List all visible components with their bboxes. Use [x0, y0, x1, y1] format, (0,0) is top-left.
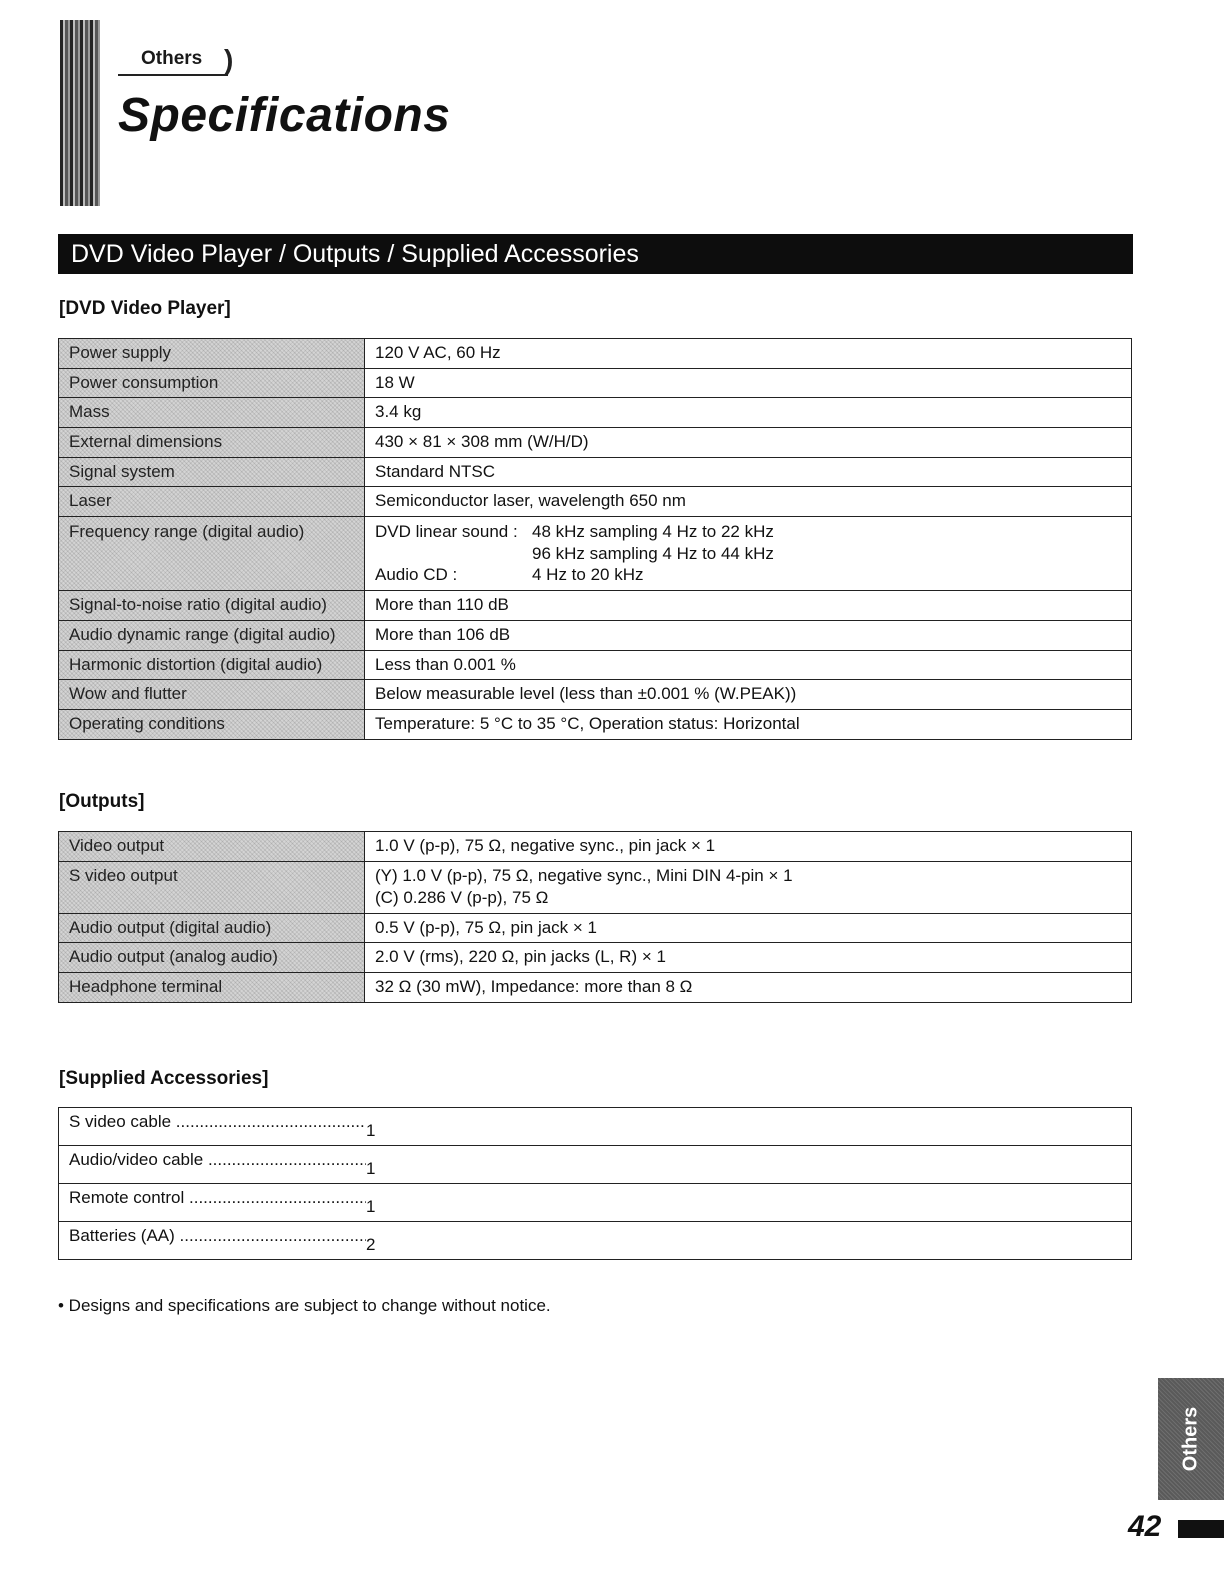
- section-bracket-icon: ): [224, 44, 234, 75]
- spec-value: 120 V AC, 60 Hz: [365, 339, 1132, 369]
- accessory-name: Remote control .....: [69, 1184, 366, 1212]
- section-underline: [118, 74, 228, 76]
- dvd-linear-label: DVD linear sound :: [375, 522, 518, 542]
- spec-row-frequency: [59, 517, 1132, 591]
- spec-label: Audio dynamic range (digital audio): [59, 620, 365, 650]
- spec-label: Signal-to-noise ratio (digital audio): [59, 591, 365, 621]
- spec-value: 2.0 V (rms), 220 Ω, pin jacks (L, R) × 1: [365, 943, 1132, 973]
- spec-label: Headphone terminal: [59, 973, 365, 1003]
- spec-label: Signal system: [59, 457, 365, 487]
- spec-row: [59, 339, 1132, 369]
- dvd-linear-48k: 48 kHz sampling 4 Hz to 22 kHz: [532, 522, 774, 542]
- dvd-player-heading: [DVD Video Player]: [59, 298, 231, 319]
- svideo-line-c: (C) 0.286 V (p-p), 75 Ω: [375, 887, 549, 907]
- spec-label: Power supply: [59, 339, 365, 369]
- accessory-qty: 1: [366, 1197, 376, 1216]
- spec-row: [59, 973, 1132, 1003]
- dvd-linear-96k: 96 kHz sampling 4 Hz to 44 kHz: [532, 543, 774, 563]
- page-number-bar: [1178, 1520, 1224, 1538]
- spec-value: More than 110 dB: [365, 591, 1132, 621]
- spec-row: [59, 591, 1132, 621]
- accessory-name: Batteries (AA) .....: [69, 1222, 366, 1250]
- spec-value: More than 106 dB: [365, 620, 1132, 650]
- spec-row: [59, 457, 1132, 487]
- side-tab-label: Others: [1179, 1406, 1202, 1472]
- accessory-cell: [59, 1146, 1132, 1184]
- outputs-spec-table: [58, 831, 1132, 1003]
- accessory-name: S video cable .....: [69, 1108, 366, 1136]
- spec-value: Below measurable level (less than ±0.001 % (W.PEAK)): [365, 680, 1132, 710]
- accessories-heading: [Supplied Accessories]: [59, 1068, 269, 1089]
- spec-row: [59, 680, 1132, 710]
- accessory-row: [59, 1108, 1132, 1146]
- accessory-row: [59, 1146, 1132, 1184]
- spec-label: Audio output (digital audio): [59, 913, 365, 943]
- spec-label: Frequency range (digital audio): [59, 517, 365, 591]
- spec-label: Laser: [59, 487, 365, 517]
- accessory-qty: 1: [366, 1159, 376, 1178]
- outputs-heading: [Outputs]: [59, 791, 145, 812]
- spec-label: Power consumption: [59, 368, 365, 398]
- spec-label: Video output: [59, 832, 365, 862]
- spec-row: [59, 832, 1132, 862]
- svideo-line-y: (Y) 1.0 V (p-p), 75 Ω, negative sync., Mini DIN 4-pin × 1: [375, 865, 793, 885]
- spec-value: 18 W: [365, 368, 1132, 398]
- spec-label: Mass: [59, 398, 365, 428]
- spec-value: Standard NTSC: [365, 457, 1132, 487]
- page-title: Specifications: [118, 89, 451, 142]
- spec-row: [59, 487, 1132, 517]
- section-banner: DVD Video Player / Outputs / Supplied Accessories: [58, 234, 1133, 274]
- spec-row: [59, 368, 1132, 398]
- spec-value: 3.4 kg: [365, 398, 1132, 428]
- spec-label: Harmonic distortion (digital audio): [59, 650, 365, 680]
- accessory-row: [59, 1184, 1132, 1222]
- spec-row: [59, 650, 1132, 680]
- spec-value: 1.0 V (p-p), 75 Ω, negative sync., pin jack × 1: [365, 832, 1132, 862]
- spec-value: 430 × 81 × 308 mm (W/H/D): [365, 428, 1132, 458]
- spec-row: [59, 913, 1132, 943]
- spec-row: [59, 398, 1132, 428]
- spec-label: Audio output (analog audio): [59, 943, 365, 973]
- spec-row: [59, 709, 1132, 739]
- accessory-cell: [59, 1222, 1132, 1260]
- spec-value: [365, 517, 1132, 591]
- others-side-tab: [1158, 1378, 1224, 1500]
- accessories-table: [58, 1107, 1132, 1260]
- accessory-name: Audio/video cable .....: [69, 1146, 366, 1174]
- accessory-cell: [59, 1108, 1132, 1146]
- spec-value: Less than 0.001 %: [365, 650, 1132, 680]
- spec-label: External dimensions: [59, 428, 365, 458]
- spacer: [375, 543, 532, 565]
- frequency-grid: [375, 521, 1121, 586]
- spec-value: Semiconductor laser, wavelength 650 nm: [365, 487, 1132, 517]
- spec-row: [59, 428, 1132, 458]
- spec-value: 0.5 V (p-p), 75 Ω, pin jack × 1: [365, 913, 1132, 943]
- page-number: 42: [1128, 1510, 1162, 1543]
- audio-cd-label: Audio CD :: [375, 565, 458, 585]
- audio-cd-value: 4 Hz to 20 kHz: [532, 565, 644, 585]
- spec-label: Operating conditions: [59, 709, 365, 739]
- spec-value: 32 Ω (30 mW), Impedance: more than 8 Ω: [365, 973, 1132, 1003]
- spec-row: [59, 620, 1132, 650]
- decorative-side-bar: [60, 20, 100, 206]
- spec-label: S video output: [59, 861, 365, 913]
- section-label: Others: [141, 48, 203, 69]
- accessory-row: [59, 1222, 1132, 1260]
- accessory-qty: 1: [366, 1121, 376, 1140]
- spec-row-svideo: [59, 861, 1132, 913]
- accessory-cell: [59, 1184, 1132, 1222]
- disclaimer-note: • Designs and specifications are subject to change without notice.: [58, 1296, 551, 1315]
- spec-label: Wow and flutter: [59, 680, 365, 710]
- spec-value: [365, 861, 1132, 913]
- dvd-player-spec-table: [58, 338, 1132, 740]
- accessory-qty: 2: [366, 1235, 376, 1254]
- spec-value: Temperature: 5 °C to 35 °C, Operation status: Horizontal: [365, 709, 1132, 739]
- spec-row: [59, 943, 1132, 973]
